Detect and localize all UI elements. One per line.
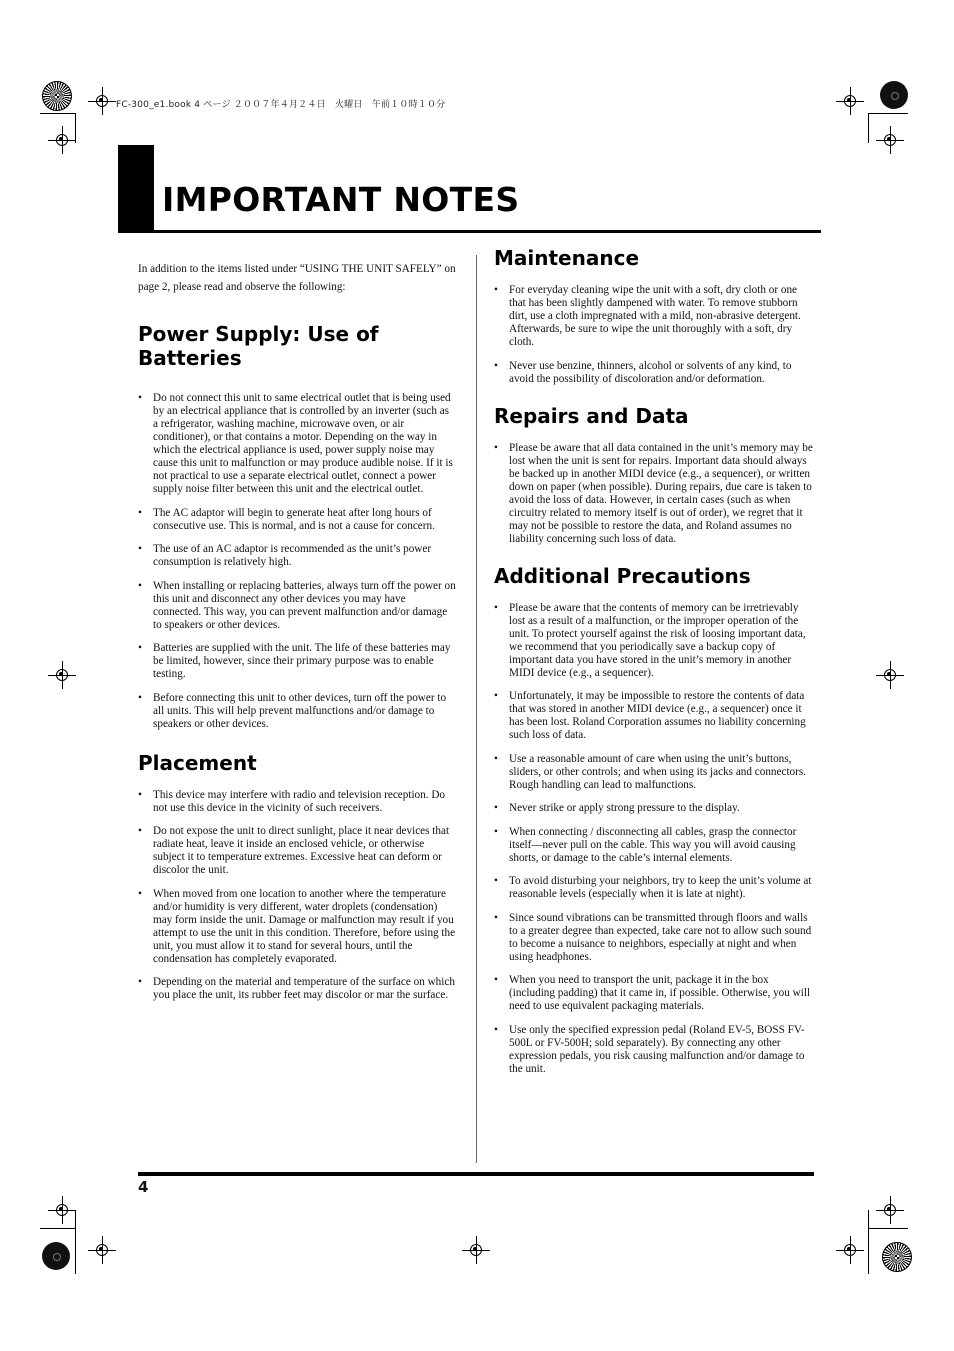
additional-list — [494, 602, 816, 1076]
registration-crosshair-icon — [48, 661, 76, 689]
crop-mark — [40, 113, 76, 114]
registration-starburst-bottom-right — [882, 1242, 912, 1272]
list-item: • Do not connect this unit to same electrical outlet that is being used by an electrical appliance that is controlled by an inverter (such as a refrigerator, washing machine, microwave oven, or air conditioner), or that contains a motor. Depending on the way in which the electrical appliance is used, power supply noise may cause this unit to malfunction or may produce audible noise. If it is not practical to use a separate electrical outlet, connect a power supply noise filter between this unit and the electrical outlet. — [138, 392, 456, 496]
left-column — [138, 260, 456, 1018]
list-item: • Before connecting this unit to other devices, turn off the power to all units. This will help prevent malfunctions and/or damage to speakers or other devices. — [138, 692, 456, 731]
registration-dot-top-right — [880, 81, 908, 109]
repairs-list — [494, 442, 816, 546]
list-item: • For everyday cleaning wipe the unit with a soft, dry cloth or one that has been slightly dampened with water. To remove stubborn dirt, use a cloth impregnated with a mild, non-abrasive detergent. Afterwards, be sure to wipe the unit thoroughly with a soft, dry cloth. — [494, 284, 816, 349]
crop-mark — [868, 1228, 908, 1229]
column-divider — [476, 255, 477, 1163]
registration-crosshair-icon — [48, 1196, 76, 1224]
page-number: 4 — [138, 1178, 149, 1196]
section-heading-repairs: Repairs and Data — [494, 403, 689, 428]
list-item: • Unfortunately, it may be impossible to restore the contents of data that was stored in another MIDI device (e.g., a sequencer) once it has been lost. Roland Corporation assumes no liability concerning such loss of data. — [494, 690, 816, 742]
registration-crosshair-icon — [48, 126, 76, 154]
list-item: • Never strike or apply strong pressure to the display. — [494, 802, 816, 815]
footer-rule — [138, 1172, 814, 1176]
registration-crosshair-icon — [876, 661, 904, 689]
title-rule — [118, 230, 821, 233]
power-list — [138, 392, 456, 731]
list-item: • When connecting / disconnecting all cables, grasp the connector itself—never pull on the cable. This way you will avoid causing shorts, or damage to the cable’s internal elements. — [494, 826, 816, 865]
print-slug: FC-300_e1.book 4 ページ ２００７年４月２４日 火曜日 午前１０時１０分 — [116, 100, 446, 110]
list-item: • This device may interfere with radio and television reception. Do not use this device in the vicinity of such receivers. — [138, 789, 456, 815]
list-item: • The AC adaptor will begin to generate heat after long hours of consecutive use. This is normal, and is not a cause for concern. — [138, 507, 456, 533]
list-item: • When installing or replacing batteries, always turn off the power on this unit and disconnect any other devices you may have connected. This way, you can prevent malfunction and/or damage to speakers or other devices. — [138, 580, 456, 632]
crop-mark — [75, 1210, 76, 1274]
registration-crosshair-icon — [88, 87, 116, 115]
registration-dot-bottom-left — [42, 1242, 70, 1270]
maintenance-list — [494, 284, 816, 386]
list-item: • Use only the specified expression pedal (Roland EV-5, BOSS FV-500L or FV-500H; sold separately). By connecting any other expression pedals, you risk causing malfunction and/or damage to the unit. — [494, 1024, 816, 1076]
registration-crosshair-icon — [88, 1236, 116, 1264]
crop-mark — [868, 1210, 869, 1274]
list-item: • Never use benzine, thinners, alcohol or solvents of any kind, to avoid the possibility of discoloration and/or deformation. — [494, 360, 816, 386]
placement-list — [138, 789, 456, 1003]
crop-mark — [75, 113, 76, 143]
list-item: • Use a reasonable amount of care when using the unit’s buttons, sliders, or other controls; and when using its jacks and connectors. Rough handling can lead to malfunctions. — [494, 753, 816, 792]
title-block — [118, 145, 154, 233]
list-item: • Please be aware that the contents of memory can be irretrievably lost as a result of a malfunction, or the improper operation of the unit. To protect yourself against the risk of loosing important data, we recommend that you periodically save a backup copy of important data you have stored in the unit’s memory in another MIDI device (e.g., a sequencer). — [494, 602, 816, 680]
registration-crosshair-icon — [836, 87, 864, 115]
section-heading-maintenance: Maintenance — [494, 246, 640, 270]
registration-crosshair-icon — [876, 1196, 904, 1224]
intro-paragraph: In addition to the items listed under “USING THE UNIT SAFELY” on page 2, please read and observe the following: — [138, 263, 456, 293]
section-heading-placement: Placement — [138, 750, 257, 775]
list-item: • Please be aware that all data contained in the unit’s memory may be lost when the unit is sent for repairs. Important data should always be backed up in another MIDI device (e.g., a sequencer), or written down on paper (when possible). During repairs, due care is taken to avoid the loss of data. However, in certain cases (such as when circuitry related to memory itself is out of order), we regret that it may not be possible to restore the data, and Roland assumes no liability concerning such loss of data. — [494, 442, 816, 546]
list-item: • Since sound vibrations can be transmitted through floors and walls to a greater degree than expected, take care not to allow such sound to become a nuisance to neighbors, especially at night and when using headphones. — [494, 912, 816, 964]
section-heading-additional: Additional Precautions — [494, 563, 751, 588]
registration-crosshair-icon — [876, 126, 904, 154]
registration-starburst-top-left — [42, 81, 72, 111]
right-column — [494, 246, 816, 1092]
list-item: • To avoid disturbing your neighbors, try to keep the unit’s volume at reasonable levels (especially when it is late at night). — [494, 875, 816, 901]
crop-mark — [40, 1228, 76, 1229]
list-item: • The use of an AC adaptor is recommended as the unit’s power consumption is relatively high. — [138, 543, 456, 569]
crop-mark — [868, 113, 908, 114]
list-item: • Batteries are supplied with the unit. The life of these batteries may be limited, however, since their primary purpose was to enable testing. — [138, 642, 456, 681]
section-heading-power: Power Supply: Use of Batteries — [138, 322, 379, 370]
list-item: • Do not expose the unit to direct sunlight, place it near devices that radiate heat, leave it inside an enclosed vehicle, or otherwise subject it to temperature extremes. Excessive heat can deform or discolor the unit. — [138, 825, 456, 877]
page-title: IMPORTANT NOTES — [162, 180, 520, 219]
crop-mark — [868, 113, 869, 143]
list-item: • When you need to transport the unit, package it in the box (including padding) that it came in, if possible. Otherwise, you will need to use equivalent packaging materials. — [494, 974, 816, 1013]
registration-crosshair-icon — [836, 1236, 864, 1264]
list-item: • Depending on the material and temperature of the surface on which you place the unit, its rubber feet may discolor or mar the surface. — [138, 976, 456, 1002]
registration-crosshair-icon — [462, 1236, 490, 1264]
list-item: • When moved from one location to another where the temperature and/or humidity is very different, water droplets (condensation) may form inside the unit. Damage or malfunction may result if you attempt to use the unit in this condition. Therefore, before using the unit, you must allow it to stand for several hours, until the condensation has completely evaporated. — [138, 888, 456, 966]
